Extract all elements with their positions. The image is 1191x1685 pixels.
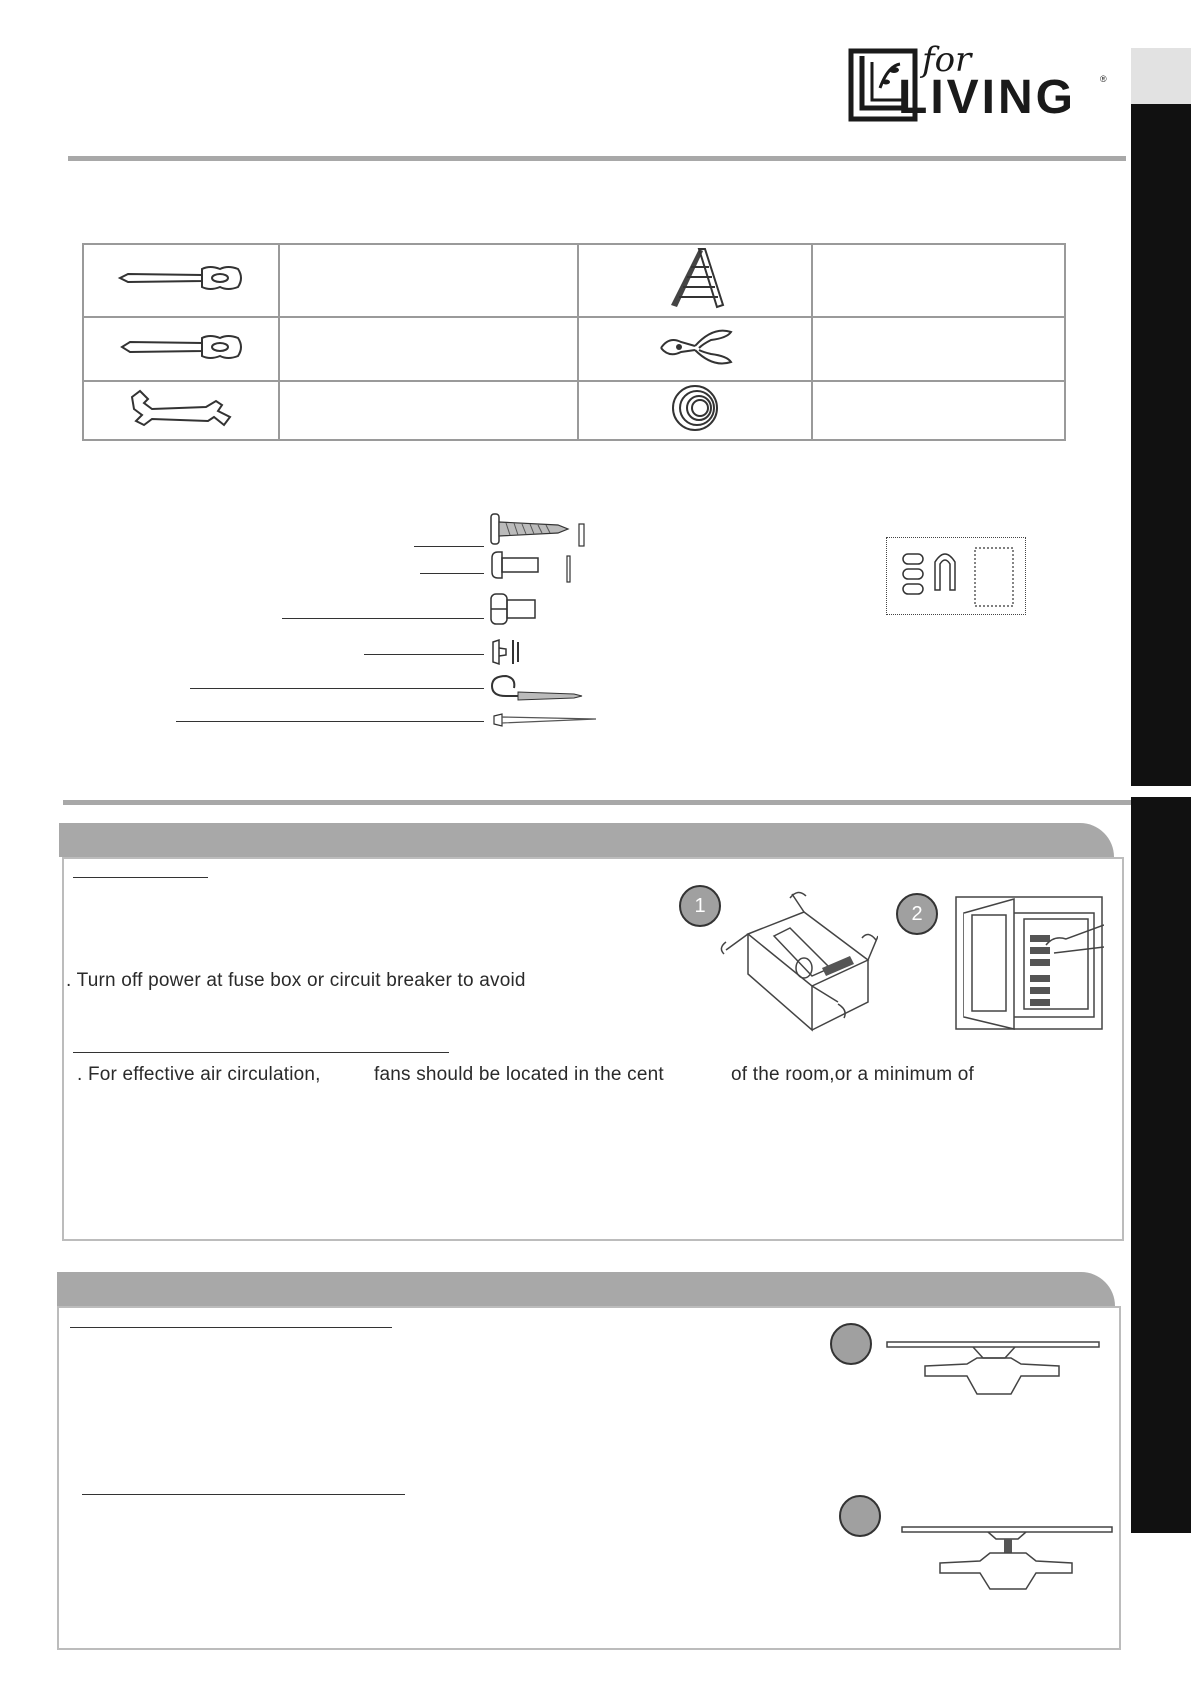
wire-cutter-icon <box>655 322 735 372</box>
tools-table <box>82 243 1066 441</box>
tool-label-cell <box>812 244 1065 317</box>
tool-cell <box>83 244 279 317</box>
tool-label-cell <box>812 317 1065 381</box>
tool-label-cell <box>279 381 578 440</box>
instruction-line-location-b: fans should be located in the cent <box>374 1064 664 1085</box>
header-rule <box>68 156 1126 161</box>
subheading-underline <box>73 1052 449 1053</box>
step-badge-2: 2 <box>896 893 938 935</box>
tool-label-cell <box>812 381 1065 440</box>
flush-mount-fan-illustration <box>885 1338 1101 1398</box>
cable-tie-icon <box>494 714 596 726</box>
option-badge-a <box>830 1323 872 1365</box>
tool-label-cell <box>279 317 578 381</box>
hardware-leader-line <box>420 573 484 574</box>
wood-screw-icon <box>491 514 584 546</box>
logo-living-text: LIVING <box>898 71 1077 124</box>
unbox-fan-illustration <box>718 890 878 1032</box>
subheading-underline <box>82 1494 405 1495</box>
small-screw-icon <box>493 640 519 664</box>
section-rule <box>63 800 1131 805</box>
hardware-leader-line <box>414 546 484 547</box>
step-badge-1: 1 <box>679 885 721 927</box>
circuit-breaker-illustration <box>954 895 1104 1031</box>
flathead-screwdriver-icon <box>116 261 246 295</box>
option-badge-b <box>839 1495 881 1537</box>
downrod-mount-fan-illustration <box>900 1523 1114 1593</box>
parts-bag <box>886 537 1026 615</box>
hardware-leader-line <box>364 654 484 655</box>
hardware-leader-line <box>282 618 484 619</box>
section-1-header-bar <box>59 823 1114 857</box>
tool-cell <box>83 317 279 381</box>
hook-screw-icon <box>492 676 582 700</box>
wire-connectors-icon <box>887 538 1025 614</box>
subheading-underline <box>70 1327 392 1328</box>
ladder-icon <box>665 245 725 311</box>
instruction-line-power: . Turn off power at fuse box or circuit breaker to avoid <box>66 970 526 991</box>
wrench-icon <box>126 387 236 429</box>
bolt-icon <box>492 552 570 582</box>
registered-mark: ® <box>1100 74 1107 84</box>
tool-label-cell <box>279 244 578 317</box>
tool-cell <box>578 381 812 440</box>
tool-cell <box>83 381 279 440</box>
side-tab-light <box>1131 48 1191 104</box>
tool-cell <box>578 317 812 381</box>
subheading-underline <box>73 877 208 878</box>
phillips-screwdriver-icon <box>116 330 246 364</box>
tool-cell <box>578 244 812 317</box>
hardware-leader-line <box>190 688 484 689</box>
section-2-header-bar <box>57 1272 1115 1306</box>
instruction-line-location-c: of the room,or a minimum of <box>731 1064 974 1085</box>
electrical-tape-icon <box>669 382 721 434</box>
logo-for-text: for <box>922 40 972 80</box>
hardware-leader-line <box>176 721 484 722</box>
hardware-parts <box>488 512 598 734</box>
machine-screw-icon <box>491 594 535 624</box>
side-tab-chapter-2 <box>1131 797 1191 1533</box>
side-tab-chapter-1 <box>1131 104 1191 786</box>
instruction-line-location-a: . For effective air circulation, <box>77 1064 321 1085</box>
